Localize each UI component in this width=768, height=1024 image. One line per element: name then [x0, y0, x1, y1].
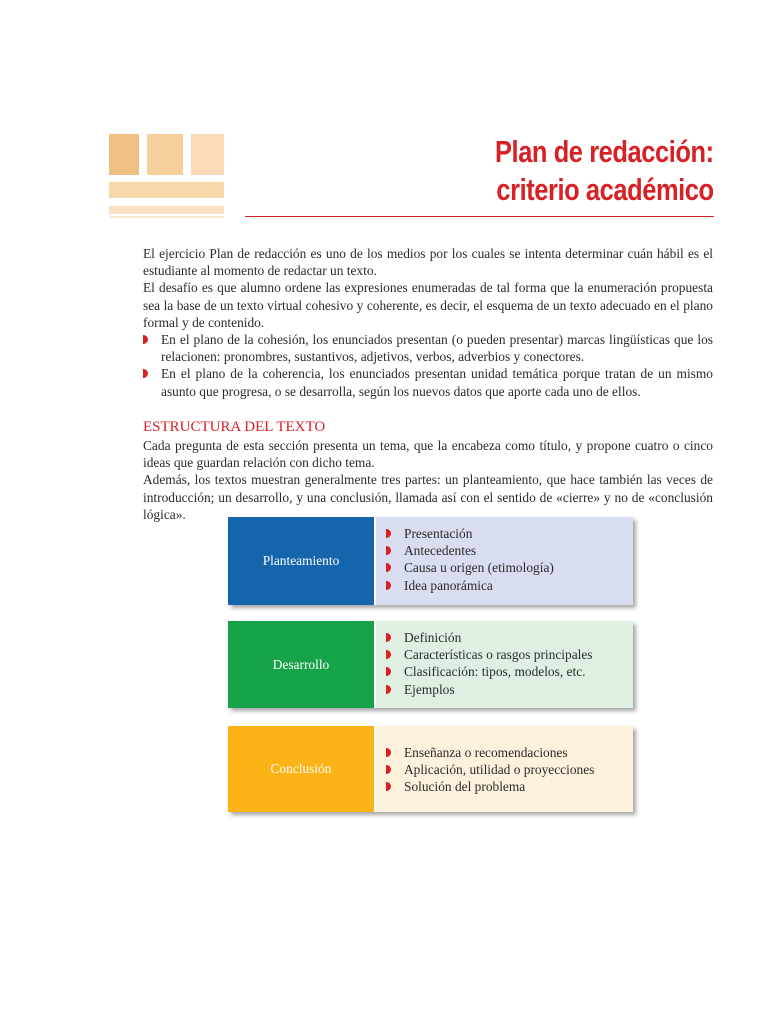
structure-row-desarrollo — [228, 621, 633, 708]
bullet-text: En el plano de la cohesión, los enunciados presentan (o pueden presentar) marcas lingüísticas que los relacionen: pronombres, sustantivos, adjetivos, verbos, adverbios y conectores. — [161, 332, 713, 365]
title-line-2: criterio académico — [496, 172, 714, 207]
bullet-marker-icon — [143, 369, 148, 378]
structure-row-planteamiento — [228, 517, 633, 605]
list-item: Causa u origen (etimología) — [386, 559, 633, 576]
bullet-marker-icon — [386, 765, 391, 774]
bullet-marker-icon — [386, 563, 391, 572]
bullet-marker-icon — [386, 633, 391, 642]
bullet-text: En el plano de la coherencia, los enunciados presentan unidad temática porque tratan de un mismo asunto que progresa, o se desarrolla, según los nuevos datos que aporte cada uno de ellos. — [161, 366, 713, 399]
section-text — [143, 437, 713, 523]
intro-paragraph-2: El desafío es que alumno ordene las expresiones enumeradas de tal forma que la enumeración propuesta sea la base de un texto virtual cohesivo y coherente, es decir, el esquema de un texto adecuado en el plano formal y de contenido. — [143, 280, 713, 330]
section-paragraph-2: Además, los textos muestran generalmente tres partes: un planteamiento, que hace también las veces de introducción; un desarrollo, y una conclusión, llamada así con el sentido de «cierre» y no de «conclusión lógica». — [143, 472, 713, 522]
structure-row-conclusion — [228, 726, 633, 812]
title-line-1: Plan de redacción: — [495, 134, 714, 169]
bullet-marker-icon — [386, 685, 391, 694]
bullet-marker-icon — [386, 748, 391, 757]
structure-items — [376, 621, 633, 708]
structure-label: Desarrollo — [228, 621, 374, 708]
list-item: Clasificación: tipos, modelos, etc. — [386, 663, 633, 680]
page-title — [495, 133, 714, 209]
section-paragraph-1: Cada pregunta de esta sección presenta un tema, que la encabeza como título, y propone cuatro o cinco ideas que guardan relación con dicho tema. — [143, 438, 713, 471]
list-item: Características o rasgos principales — [386, 646, 633, 663]
intro-bullet — [143, 331, 713, 365]
bullet-marker-icon — [386, 782, 391, 791]
bullet-marker-icon — [386, 667, 391, 676]
list-item: Aplicación, utilidad o proyecciones — [386, 761, 633, 778]
intro-text — [143, 245, 713, 400]
structure-label: Planteamiento — [228, 517, 374, 605]
bullet-marker-icon — [386, 650, 391, 659]
list-item: Enseñanza o recomendaciones — [386, 744, 633, 761]
list-item: Definición — [386, 629, 633, 646]
list-item: Presentación — [386, 525, 633, 542]
section-heading: ESTRUCTURA DEL TEXTO — [143, 419, 326, 435]
list-item: Idea panorámica — [386, 577, 633, 594]
list-item: Ejemplos — [386, 681, 633, 698]
bullet-marker-icon — [143, 335, 148, 344]
intro-bullet — [143, 365, 713, 399]
structure-label: Conclusión — [228, 726, 374, 812]
bullet-marker-icon — [386, 581, 391, 590]
title-divider — [245, 216, 714, 217]
list-item: Solución del problema — [386, 778, 633, 795]
structure-items — [376, 517, 633, 605]
header-decoration — [109, 134, 224, 219]
intro-paragraph-1: El ejercicio Plan de redacción es uno de los medios por los cuales se intenta determinar cuán hábil es el estudiante al momento de redactar un texto. — [143, 246, 713, 279]
list-item: Antecedentes — [386, 542, 633, 559]
bullet-marker-icon — [386, 529, 391, 538]
structure-items — [376, 726, 633, 812]
bullet-marker-icon — [386, 546, 391, 555]
